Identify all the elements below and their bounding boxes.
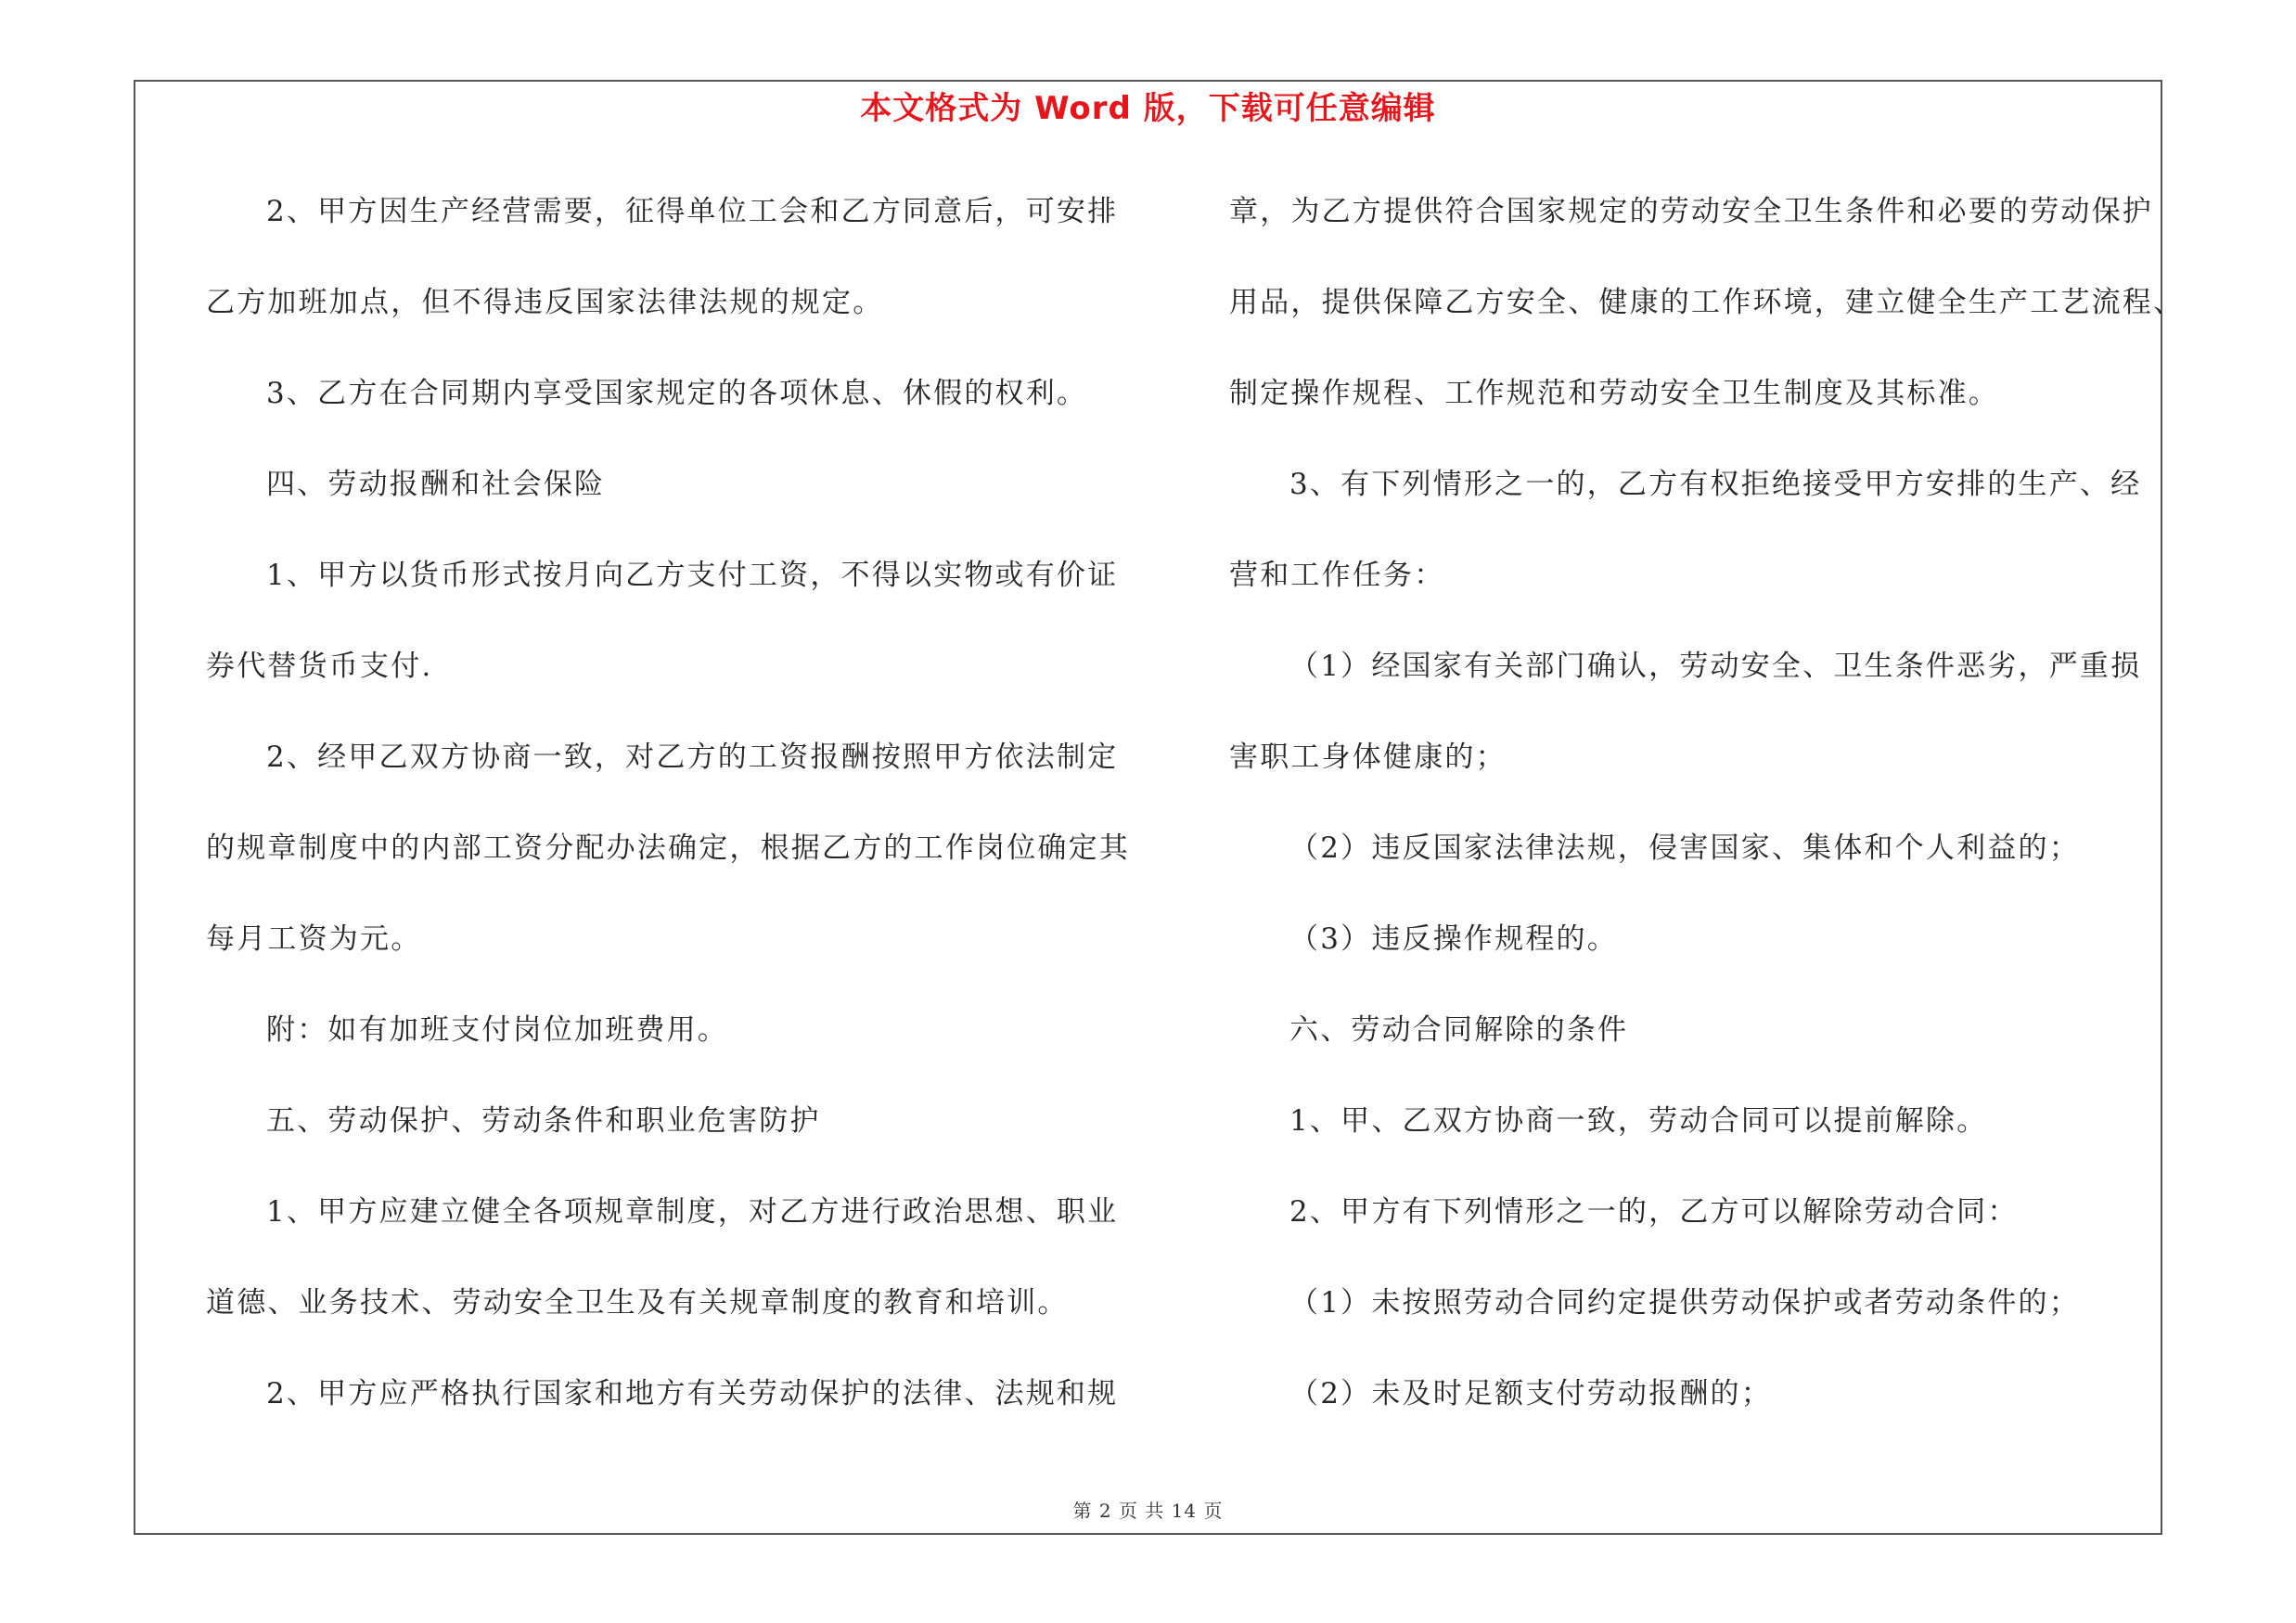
left-line-13: 道德、业务技术、劳动安全卫生及有关规章制度的教育和培训。 (206, 1286, 1069, 1320)
right-line-11: 1、甲、乙双方协商一致，劳动合同可以提前解除。 (1289, 1104, 1988, 1138)
left-line-1: 2、甲方因生产经营需要，征得单位工会和乙方同意后，可安排 (266, 195, 1119, 228)
left-line-3: 3、乙方在合同期内享受国家规定的各项休息、休假的权利。 (266, 377, 1088, 410)
format-banner: 本文格式为 Word 版，下载可任意编辑 (860, 90, 1436, 127)
left-line-12: 1、甲方应建立健全各项规章制度，对乙方进行政治思想、职业 (266, 1195, 1119, 1229)
left-line-14: 2、甲方应严格执行国家和地方有关劳动保护的法律、法规和规 (266, 1377, 1119, 1410)
left-section-heading-5: 五、劳动保护、劳动条件和职业危害防护 (266, 1104, 821, 1138)
right-line-4: 3、有下列情形之一的，乙方有权拒绝接受甲方安排的生产、经 (1289, 468, 2142, 501)
right-line-6: （1）经国家有关部门确认，劳动安全、卫生条件恶劣，严重损 (1289, 650, 2142, 683)
left-line-9: 每月工资为元。 (206, 922, 422, 956)
right-line-8: （2）违反国家法律法规，侵害国家、集体和个人利益的； (1289, 831, 2080, 865)
right-section-heading-6: 六、劳动合同解除的条件 (1289, 1013, 1629, 1047)
left-line-7: 2、经甲乙双方协商一致，对乙方的工资报酬按照甲方依法制定 (266, 741, 1119, 774)
right-line-9: （3）违反操作规程的。 (1289, 922, 1618, 956)
left-line-5: 1、甲方以货币形式按月向乙方支付工资，不得以实物或有价证 (266, 559, 1119, 592)
left-line-8: 的规章制度中的内部工资分配办法确定，根据乙方的工作岗位确定其 (206, 831, 1130, 865)
left-line-2: 乙方加班加点，但不得违反国家法律法规的规定。 (206, 286, 884, 319)
page-number-footer: 第 2 页 共 14 页 (1072, 1500, 1224, 1522)
right-line-13: （1）未按照劳动合同约定提供劳动保护或者劳动条件的； (1289, 1286, 2080, 1320)
right-line-1: 章，为乙方提供符合国家规定的劳动安全卫生条件和必要的劳动保护 (1229, 195, 2153, 228)
right-line-14: （2）未及时足额支付劳动报酬的； (1289, 1377, 1772, 1410)
right-line-5: 营和工作任务： (1229, 559, 1445, 592)
left-line-10: 附：如有加班支付岗位加班费用。 (266, 1013, 728, 1047)
left-section-heading-4: 四、劳动报酬和社会保险 (266, 468, 606, 501)
left-line-6: 券代替货币支付. (206, 650, 433, 683)
right-line-3: 制定操作规程、工作规范和劳动安全卫生制度及其标准。 (1229, 377, 1999, 410)
right-line-7: 害职工身体健康的； (1229, 741, 1507, 774)
right-line-12: 2、甲方有下列情形之一的，乙方可以解除劳动合同： (1289, 1195, 2019, 1229)
right-line-2: 用品，提供保障乙方安全、健康的工作环境，建立健全生产工艺流程、 (1229, 286, 2185, 319)
